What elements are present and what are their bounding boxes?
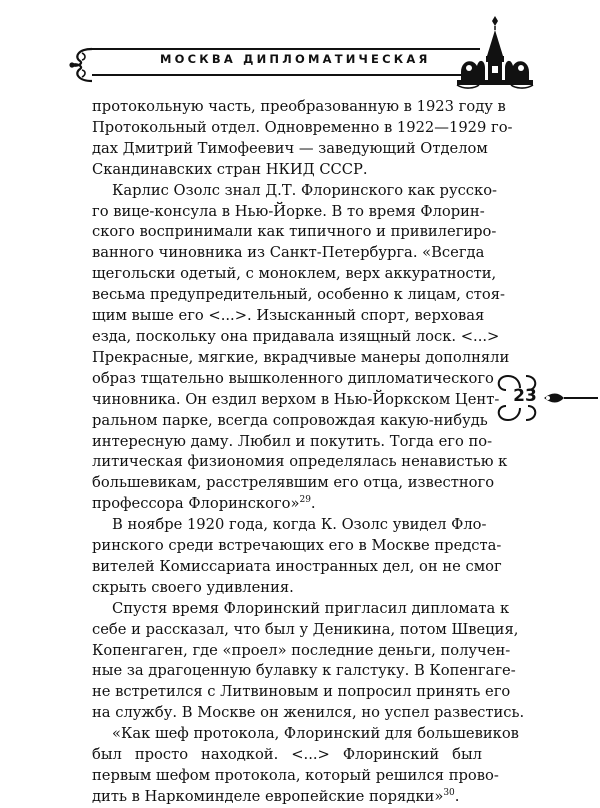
text-line: Скандинавских стран НКИД СССР. — [92, 160, 368, 178]
sentence-end: . — [454, 787, 460, 805]
text-line: себе и рассказал, что был у Деникина, потом Швеция, — [92, 620, 519, 638]
text-line: го вице-консула в Нью-Йорке. В то время Флорин- — [92, 202, 485, 220]
running-header-title: МОСКВА ДИПЛОМАТИЧЕСКАЯ — [160, 52, 431, 66]
text-line: ского воспринимали как типичного и привилегиро- — [92, 223, 497, 241]
text-line: Прекрасные, мягкие, вкрадчивые манеры дополняли — [92, 348, 510, 366]
text-line: вителей Комиссариата иностранных дел, он не смог — [92, 557, 502, 575]
text-line-content: дить в Наркоминделе европейские порядки» — [92, 787, 444, 805]
text-line-content: профессора Флоринского» — [92, 495, 300, 513]
sentence-end: . — [310, 495, 316, 513]
text-line: литическая физиономия определялась ненавистью к — [92, 453, 508, 471]
header-rule-bottom — [92, 74, 480, 76]
page-number-ornament-icon — [488, 368, 600, 428]
text-line: протокольную часть, преобразованную в 1923 году в — [92, 98, 506, 115]
text-line: ванного чиновника из Санкт-Петербурга. «Всегда — [92, 244, 485, 262]
text-line: первым шефом протокола, который решился прово- — [92, 767, 499, 784]
text-line: не встретился с Литвиновым и попросил принять его — [92, 683, 511, 701]
text-line: весьма предупредительный, особенно к лицам, стоя- — [92, 286, 505, 304]
text-line: В ноябре 1920 года, когда К. Озолс увидел Фло- — [112, 516, 487, 534]
footnote-ref-29: 29 — [299, 495, 311, 506]
text-line: чиновника. Он ездил верхом в Нью-Йоркском Цент- — [92, 390, 500, 408]
text-line — [92, 787, 482, 808]
text-line: образ тщательно вышколенного дипломатического — [92, 369, 494, 387]
text-line — [92, 494, 482, 515]
page-number: 23 — [513, 386, 537, 406]
text-line: щим выше его <...>. Изысканный спорт, верховая — [92, 307, 485, 325]
text-line: «Как шеф протокола, Флоринский для большевиков — [112, 725, 519, 743]
text-line: щегольски одетый, с моноклем, верх аккуратности, — [92, 265, 497, 283]
header-rule-top — [92, 48, 480, 50]
scroll-ornament-icon — [68, 45, 94, 85]
text-line: на службу. В Москве он женился, но успел развестись. — [92, 704, 525, 722]
text-line: ные за драгоценную булавку к галстуку. В Копенгаге- — [92, 662, 516, 680]
body-text — [92, 97, 525, 808]
text-line: большевикам, расстрелявшим его отца, известного — [92, 474, 495, 492]
text-line: Протокольный отдел. Одновременно в 1922—1929 го- — [92, 118, 513, 136]
text-line: ринского среди встречающих его в Москве предста- — [92, 537, 502, 555]
text-line: дах Дмитрий Тимофеевич — заведующий Отделом — [92, 139, 488, 157]
text-line: Копенгаген, где «проел» последние деньги, получен- — [92, 641, 511, 659]
text-line: был просто находкой. <...> Флоринский был — [92, 746, 482, 764]
footnote-ref-30: 30 — [443, 788, 455, 799]
text-line: интересную даму. Любил и покутить. Тогда его по- — [92, 432, 493, 450]
kremlin-tower-icon — [455, 14, 535, 90]
text-line: скрыть своего удивления. — [92, 578, 294, 596]
text-line: езда, поскольку она придавала изящный лоск. <...> — [92, 327, 500, 345]
text-line: Спустя время Флоринский пригласил дипломата к — [112, 599, 510, 617]
text-line: Карлис Озолс знал Д.Т. Флоринского как русско- — [112, 181, 498, 199]
text-line: ральном парке, всегда сопровождая какую-нибудь — [92, 411, 488, 429]
